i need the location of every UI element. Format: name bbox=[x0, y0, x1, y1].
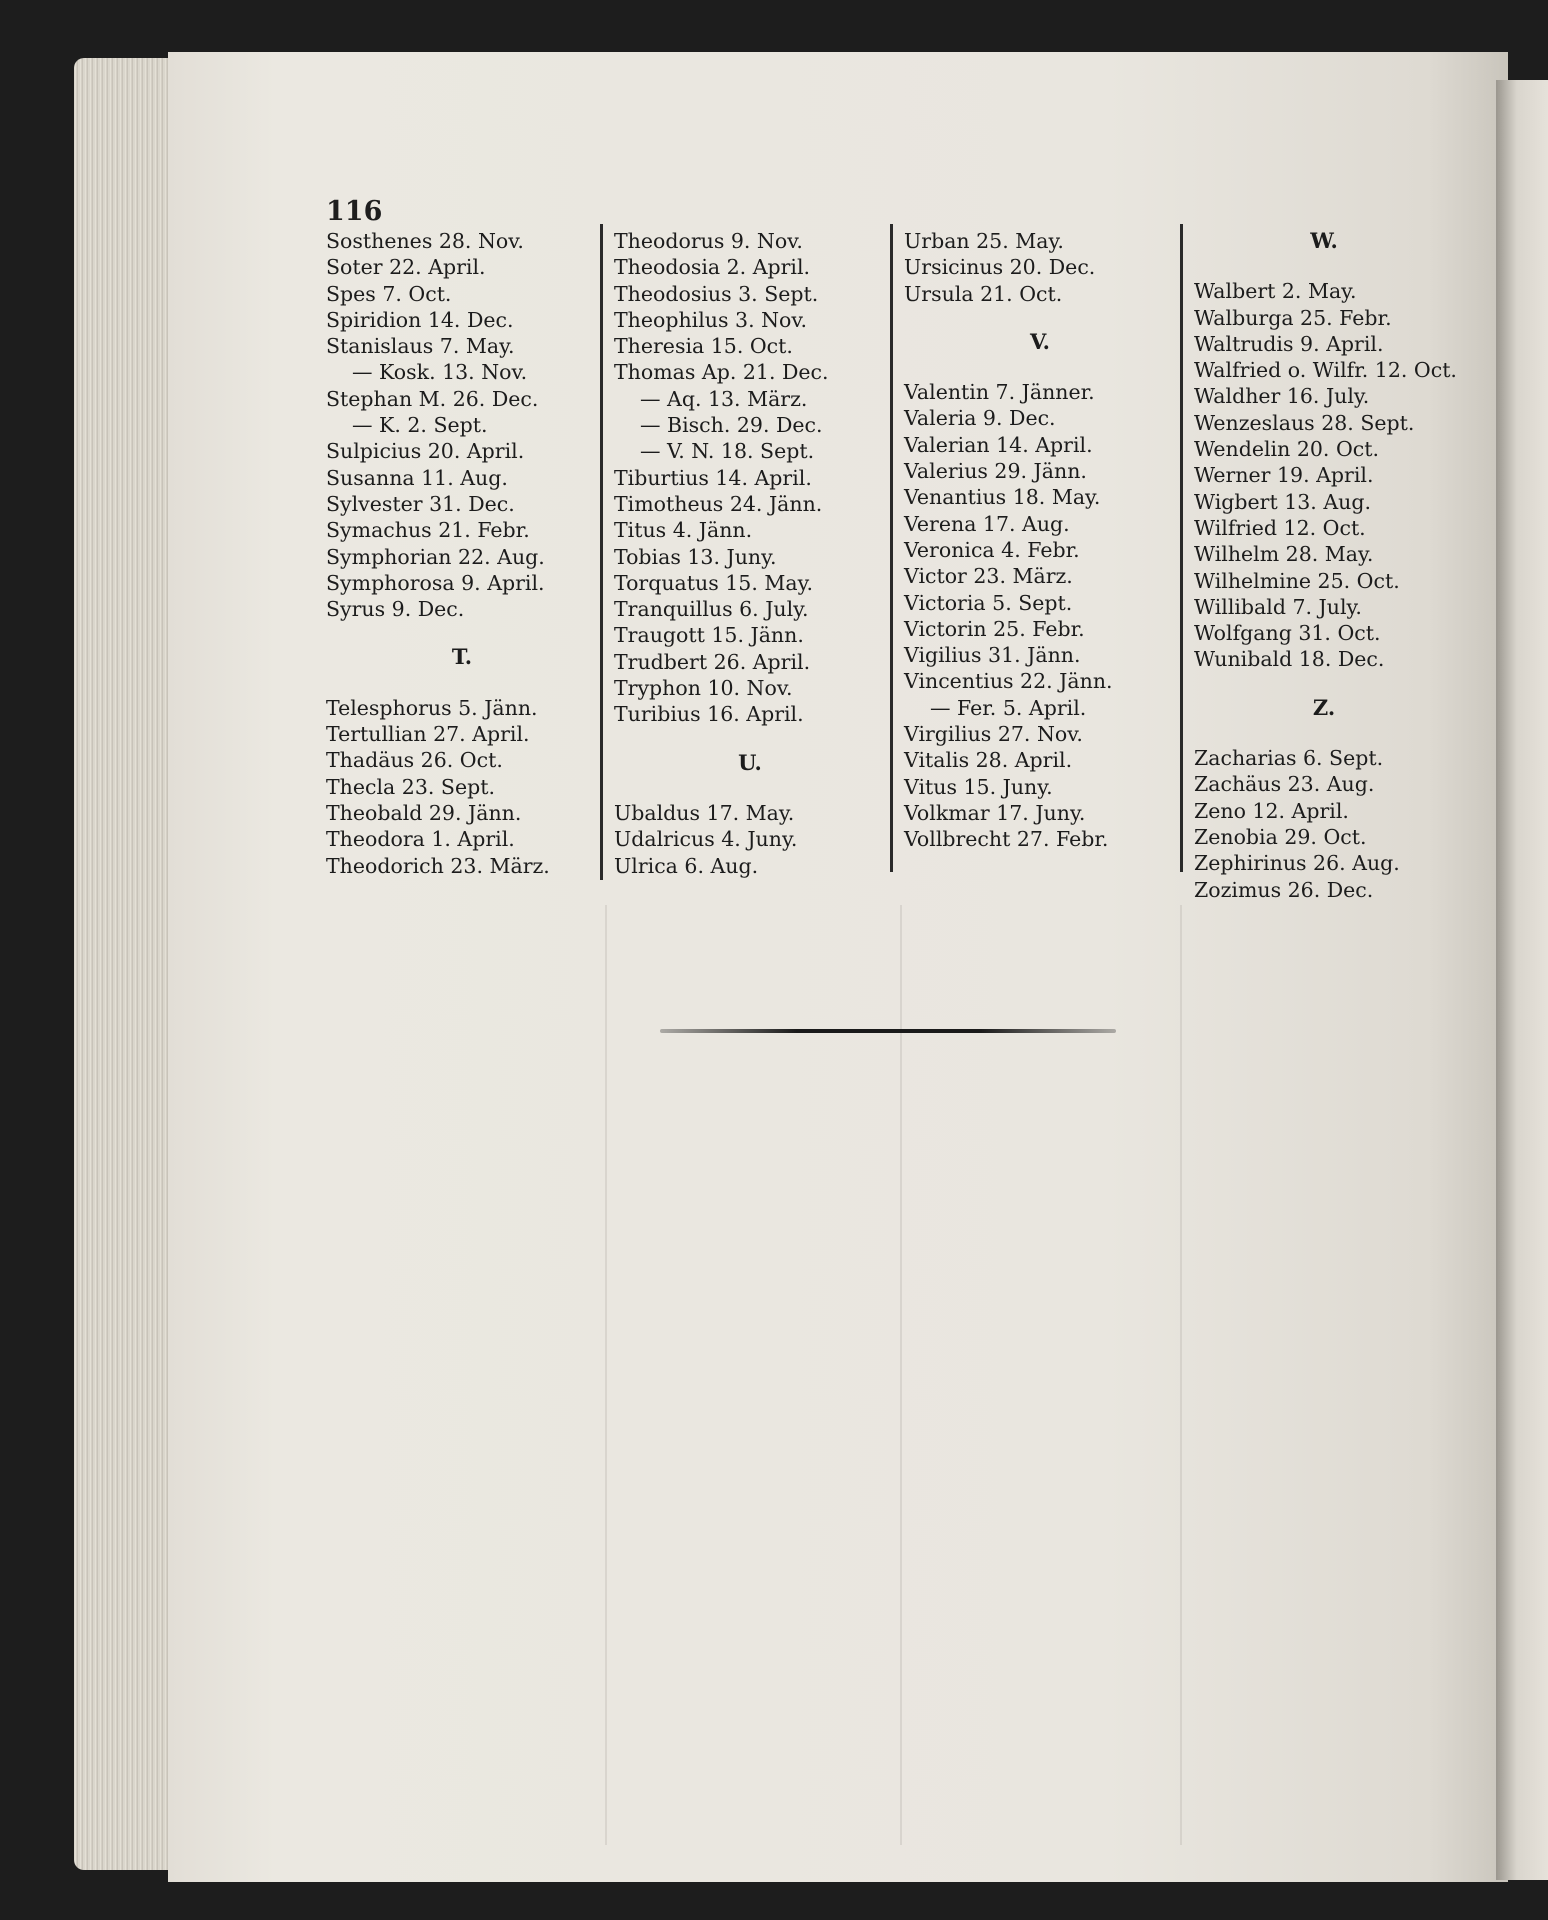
name-entry: — Kosk. 13. Nov. bbox=[352, 360, 528, 385]
end-rule bbox=[660, 1029, 1116, 1033]
name-entry: Verena 17. Aug. bbox=[904, 511, 1070, 536]
name-entry: Zenobia 29. Oct. bbox=[1194, 824, 1367, 849]
name-entry: Theodorich 23. März. bbox=[326, 853, 550, 878]
name-entry: Vollbrecht 27. Febr. bbox=[904, 827, 1109, 852]
name-entry: Walfried o. Wilfr. 12. Oct. bbox=[1194, 358, 1457, 383]
name-entry: Stanislaus 7. May. bbox=[326, 334, 515, 359]
name-entry: Spes 7. Oct. bbox=[326, 281, 452, 306]
section-letter: U. bbox=[738, 749, 762, 775]
name-entry: Victorin 25. Febr. bbox=[904, 616, 1085, 641]
name-column-3 bbox=[904, 228, 1176, 853]
section-letter: V. bbox=[1030, 328, 1050, 354]
column-divider bbox=[1180, 224, 1183, 872]
name-entry: Sulpicius 20. April. bbox=[326, 439, 525, 464]
name-entry: Wunibald 18. Dec. bbox=[1194, 647, 1385, 672]
name-entry: Tranquillus 6. July. bbox=[614, 597, 809, 622]
name-entry: Wilfried 12. Oct. bbox=[1194, 515, 1366, 540]
name-entry: Victoria 5. Sept. bbox=[904, 590, 1073, 615]
name-entry: Veronica 4. Febr. bbox=[904, 537, 1080, 562]
section-letter: W. bbox=[1310, 228, 1338, 253]
name-entry: Wilhelmine 25. Oct. bbox=[1194, 568, 1400, 593]
name-entry: Titus 4. Jänn. bbox=[614, 518, 753, 543]
name-entry: Torquatus 15. May. bbox=[614, 570, 813, 595]
name-entry: Urban 25. May. bbox=[904, 229, 1064, 253]
column-divider bbox=[600, 224, 603, 880]
name-entry: Volkmar 17. Juny. bbox=[904, 800, 1086, 825]
bleed-through-rule bbox=[1180, 905, 1182, 1845]
name-entry: Thadäus 26. Oct. bbox=[326, 748, 503, 773]
name-entry: Zeno 12. April. bbox=[1194, 798, 1349, 823]
name-entry: Theodorus 9. Nov. bbox=[614, 229, 803, 253]
name-entry: — K. 2. Sept. bbox=[352, 413, 488, 438]
name-entry: Valerius 29. Jänn. bbox=[904, 459, 1087, 484]
name-entry: Theodora 1. April. bbox=[326, 827, 515, 852]
name-entry: Wenzeslaus 28. Sept. bbox=[1194, 410, 1415, 435]
name-entry: Vigilius 31. Jänn. bbox=[904, 643, 1081, 668]
name-entry: Syrus 9. Dec. bbox=[326, 597, 465, 622]
name-entry: Theophilus 3. Nov. bbox=[614, 307, 808, 332]
name-entry: Theodosia 2. April. bbox=[614, 255, 811, 280]
name-entry: — Aq. 13. März. bbox=[640, 386, 808, 411]
name-entry: Thecla 23. Sept. bbox=[326, 774, 495, 799]
name-entry: Zacharias 6. Sept. bbox=[1194, 746, 1384, 771]
name-entry: Theresia 15. Oct. bbox=[614, 334, 793, 359]
name-entry: Stephan M. 26. Dec. bbox=[326, 386, 539, 411]
name-entry: Vincentius 22. Jänn. bbox=[904, 669, 1113, 694]
name-entry: Ubaldus 17. May. bbox=[614, 800, 795, 825]
name-entry: Zozimus 26. Dec. bbox=[1194, 877, 1374, 902]
name-entry: Ulrica 6. Aug. bbox=[614, 853, 759, 878]
name-entry: Udalricus 4. Juny. bbox=[614, 827, 798, 852]
name-entry: Tryphon 10. Nov. bbox=[614, 676, 793, 701]
name-entry: Victor 23. März. bbox=[904, 564, 1073, 589]
name-entry: Vitalis 28. April. bbox=[904, 748, 1073, 773]
name-entry: Tiburtius 14. April. bbox=[614, 465, 812, 490]
name-entry: — Bisch. 29. Dec. bbox=[640, 413, 823, 438]
name-entry: Waldher 16. July. bbox=[1194, 384, 1370, 409]
name-entry: Valentin 7. Jänner. bbox=[904, 380, 1095, 405]
name-entry: Wolfgang 31. Oct. bbox=[1194, 621, 1381, 646]
column-divider bbox=[890, 224, 893, 872]
name-entry: Soter 22. April. bbox=[326, 255, 486, 280]
name-entry: Trudbert 26. April. bbox=[614, 649, 811, 674]
name-entry: Wilhelm 28. May. bbox=[1194, 542, 1374, 567]
name-entry: Virgilius 27. Nov. bbox=[904, 722, 1083, 747]
name-column-4 bbox=[1194, 228, 1457, 903]
name-entry: Spiridion 14. Dec. bbox=[326, 307, 514, 332]
name-entry: — V. N. 18. Sept. bbox=[640, 439, 815, 464]
name-column-1 bbox=[326, 228, 598, 879]
name-entry: Venantius 18. May. bbox=[904, 485, 1101, 510]
section-letter: T. bbox=[451, 644, 473, 670]
name-entry: Theobald 29. Jänn. bbox=[326, 800, 522, 825]
name-column-2 bbox=[614, 228, 886, 879]
name-entry: — Fer. 5. April. bbox=[930, 695, 1087, 720]
name-entry: Walburga 25. Febr. bbox=[1194, 305, 1392, 330]
name-entry: Zephirinus 26. Aug. bbox=[1194, 851, 1400, 876]
name-entry: Sylvester 31. Dec. bbox=[326, 491, 515, 516]
name-entry: Walbert 2. May. bbox=[1194, 279, 1357, 304]
page-number: 116 bbox=[326, 196, 383, 227]
name-entry: Theodosius 3. Sept. bbox=[614, 281, 819, 306]
name-entry: Symphorosa 9. April. bbox=[326, 570, 545, 595]
name-entry: Valerian 14. April. bbox=[904, 432, 1093, 457]
name-entry: Turibius 16. April. bbox=[614, 702, 804, 727]
bleed-through-rule bbox=[900, 905, 902, 1845]
name-entry: Vitus 15. Juny. bbox=[904, 774, 1053, 799]
name-entry: Zachäus 23. Aug. bbox=[1194, 772, 1375, 797]
name-entry: Tobias 13. Juny. bbox=[614, 544, 777, 569]
name-entry: Ursula 21. Oct. bbox=[904, 281, 1063, 306]
book-gutter bbox=[1496, 80, 1548, 1880]
name-entry: Susanna 11. Aug. bbox=[326, 465, 508, 490]
name-entry: Wigbert 13. Aug. bbox=[1194, 489, 1371, 514]
name-entry: Thomas Ap. 21. Dec. bbox=[614, 360, 829, 385]
name-entry: Telesphorus 5. Jänn. bbox=[326, 695, 538, 720]
name-entry: Tertullian 27. April. bbox=[326, 722, 530, 747]
name-entry: Symachus 21. Febr. bbox=[326, 518, 530, 543]
name-entry: Waltrudis 9. April. bbox=[1194, 331, 1384, 356]
name-entry: Sosthenes 28. Nov. bbox=[326, 229, 524, 253]
bleed-through-rule bbox=[605, 905, 607, 1845]
name-entry: Timotheus 24. Jänn. bbox=[614, 491, 823, 516]
section-letter: Z. bbox=[1312, 694, 1336, 720]
name-entry: Ursicinus 20. Dec. bbox=[904, 255, 1096, 280]
name-entry: Valeria 9. Dec. bbox=[904, 406, 1056, 431]
name-entry: Willibald 7. July. bbox=[1194, 594, 1362, 619]
name-entry: Werner 19. April. bbox=[1194, 463, 1374, 488]
name-entry: Wendelin 20. Oct. bbox=[1194, 437, 1379, 462]
name-entry: Symphorian 22. Aug. bbox=[326, 544, 545, 569]
name-entry: Traugott 15. Jänn. bbox=[614, 623, 804, 648]
